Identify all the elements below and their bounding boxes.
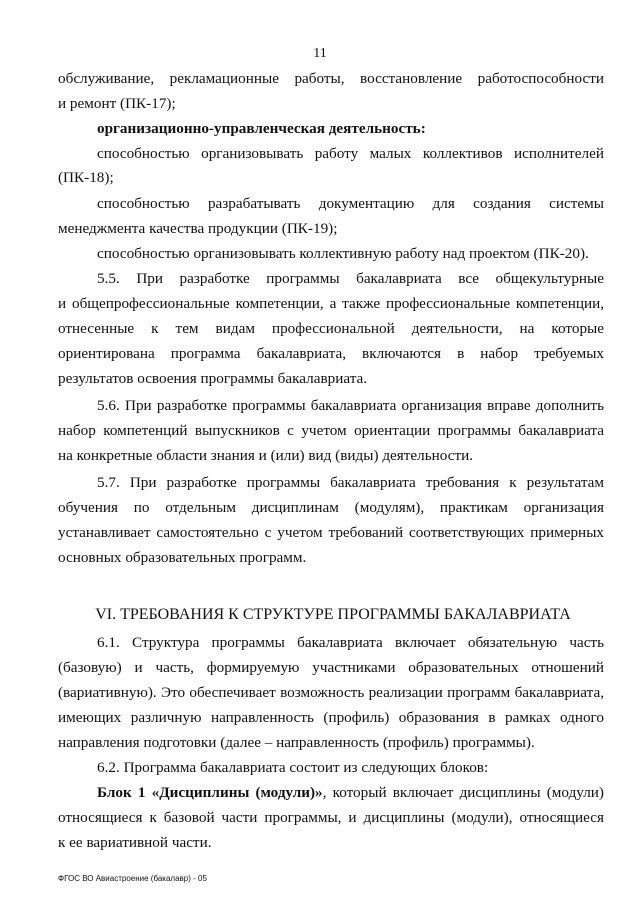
text-line: и общепрофессиональные компетенции, а также профессиональные компетенции,: [58, 295, 604, 312]
text-line: способностью разрабатывать документацию для создания системы: [97, 195, 604, 212]
text-line: относящиеся к базовой части программы, и дисциплины (модули), относящиеся: [58, 809, 604, 826]
text-line: и ремонт (ПК-17);: [58, 95, 176, 112]
text-line: способностью организовывать коллективную работу над проектом (ПК-20).: [97, 245, 589, 262]
text-line: (ПК-18);: [58, 169, 114, 186]
text-line: 6.2. Программа бакалавриата состоит из следующих блоков:: [97, 759, 489, 776]
text-line: обучения по отдельным дисциплинам (модулям), практикам организация: [58, 499, 604, 516]
text-line: обслуживание, рекламационные работы, восстановление работоспособности: [58, 70, 604, 87]
text-line: результатов освоения программы бакалавриата.: [58, 370, 368, 387]
text-line: набор компетенций выпускников с учетом ориентации программы бакалавриата: [58, 422, 604, 439]
text-line: 5.6. При разработке программы бакалавриата организация вправе дополнить: [97, 397, 604, 414]
text-line: направления подготовки (далее – направленность (профиль) программы).: [58, 734, 535, 751]
block1-title: Блок 1 «Дисциплины (модули)»: [97, 784, 323, 801]
text-line: устанавливает самостоятельно с учетом требований соответствующих примерных: [58, 524, 604, 541]
text-line: 5.5. При разработке программы бакалавриата все общекультурные: [97, 270, 604, 287]
block1-line: [97, 783, 604, 803]
text-line: менеджмента качества продукции (ПК-19);: [58, 220, 338, 237]
text-line: способностью организовывать работу малых коллективов исполнителей: [97, 145, 604, 162]
block1-text: , который включает дисциплины (модули): [322, 784, 604, 801]
page-number: 11: [313, 46, 327, 61]
text-line: 5.7. При разработке программы бакалавриата требования к результатам: [97, 474, 604, 491]
footer-note: ФГОС ВО Авиастроение (бакалавр) - 05: [58, 874, 207, 883]
text-line: 6.1. Структура программы бакалавриата включает обязательную часть: [97, 634, 604, 651]
text-line: (базовую) и часть, формируемую участниками образовательных отношений: [58, 659, 604, 676]
text-line: на конкретные области знания и (или) вид (виды) деятельности.: [58, 447, 474, 464]
text-line: к ее вариативной части.: [58, 834, 212, 851]
text-line: отнесенные к тем видам профессиональной деятельности, на которые: [58, 320, 604, 337]
text-line: основных образовательных программ.: [58, 549, 307, 566]
text-line: имеющих различную направленность (профиль) образования в рамках одного: [58, 709, 604, 726]
text-line: (вариативную). Это обеспечивает возможность реализации программ бакалавриата,: [58, 684, 604, 701]
section-heading: VI. ТРЕБОВАНИЯ К СТРУКТУРЕ ПРОГРАММЫ БАКАЛАВРИАТА: [95, 606, 571, 623]
text-line: ориентирована программа бакалавриата, включаются в набор требуемых: [58, 345, 604, 362]
subheading: организационно-управленческая деятельность:: [97, 120, 426, 137]
